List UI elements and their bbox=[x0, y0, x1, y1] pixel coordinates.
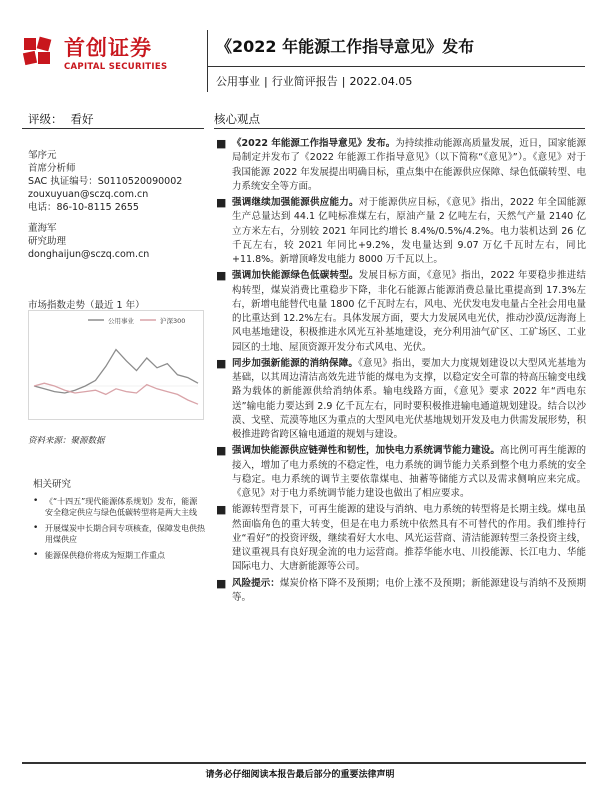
header-divider-vertical bbox=[207, 30, 208, 92]
core-point-lead: 《2022 年能源工作指导意见》发布。 bbox=[232, 138, 396, 149]
analyst-email[interactable]: donghaijun@sczq.com.cn bbox=[28, 249, 150, 260]
bullet-icon: ■ bbox=[216, 269, 227, 283]
footer-divider bbox=[22, 762, 586, 764]
meta-separator: | bbox=[264, 75, 268, 88]
related-research-heading: 相关研究 bbox=[33, 479, 72, 490]
analyst-title: 首席分析师 bbox=[28, 163, 76, 174]
bullet-icon: ■ bbox=[216, 576, 227, 590]
analyst-card bbox=[28, 222, 149, 261]
analyst-phone: 电话：86-10-8115 2655 bbox=[28, 202, 139, 213]
chart-source: 资料来源：聚源数据 bbox=[28, 436, 105, 446]
related-research-item[interactable]: • 《“十四五”现代能源体系规划》发布，能源安全稳定供应与绿色低碳转型将是两大主线 bbox=[33, 496, 205, 518]
core-point-text: 发展目标方面，《意见》指出，2022 年要稳步推进结构转型，煤炭消费比重稳步下降，非化石能源占能源消费总量比重提高到 17.3%左右，新增电能替代电量 1800 亿千瓦时左右，风电、光伏发电发电量占全社会用电量的比重达到 12.2%左右。具体发展方面，要大力发展风电光伏，推动沙漠/远海海上风电基地建设，积极推进水风光互补基地建设，充分利用油气矿区、工矿场区、工业园区的土地、屋顶资源开发分布式风电、光伏。 bbox=[232, 270, 586, 353]
legal-footer: 请务必仔细阅读本报告最后部分的重要法律声明 bbox=[205, 770, 395, 780]
core-views-divider bbox=[214, 128, 585, 129]
industry-label: 公用事业 bbox=[216, 75, 260, 88]
core-point bbox=[214, 577, 586, 606]
analyst-cert: SAC 执证编号：S0110520090002 bbox=[28, 176, 183, 187]
bullet-icon: ■ bbox=[216, 196, 227, 209]
core-point-text: 能源转型背景下，可再生能源的建设与消纳、电力系统的转型将是长期主线。煤电虽然面临角色的重大转变，但是在电力系统中依然具有不可替代的作用。我们维持行业“看好”的投资评级，继续看好大水电、风光运营商、清洁能源转型三条投资主线，建议重视具有良好现金流的电力运营商。推荐华能水电、川投能源、长江电力、华能国际电力、大唐新能源等公司。 bbox=[232, 504, 586, 573]
core-point-text: 《意见》指出，要加大力度规划建设以大型风光基地为基础，以其周边清洁高效先进节能的煤电为支撑，以稳定安全可靠的特高压输变电线路为载体的新能源供给消纳体系。输电线路方面，《意见》要求 2022 年“西电东送”输电能力要达到 2.9 亿千瓦左右，同时要积极推进输电通道规划建设。结合以沙漠、戈壁、荒漠等地区为重点的大型风电光伏基地规划开发及电力供需发展形势，积极推进跨省跨区输电通道的规划与建设。 bbox=[232, 357, 586, 440]
core-point-text: 对于能源供应目标，《意见》指出，2022 年全国能源生产总量达到 44.1 亿吨标准煤左右，原油产量 2 亿吨左右，天然气产量 2140 亿立方米左右，分别较 2021 年同比约增长 8.4%/0.5%/4.2%。电力装机达到 26 亿千瓦左右，较 2021 年同比+9.2%，发电量达到 9.07 万亿千瓦时左右，同比+11.8%。新增顶峰发电能力 8000 万千瓦以上。 bbox=[232, 197, 586, 265]
report-meta bbox=[216, 73, 412, 89]
brand-logo bbox=[22, 32, 198, 82]
chart-frame bbox=[29, 311, 204, 420]
core-point bbox=[214, 196, 586, 267]
core-point bbox=[214, 137, 586, 194]
core-point-lead: 同步加强新能源的消纳保障。 bbox=[232, 357, 359, 369]
core-point-lead: 强调继续加强能源供应能力。 bbox=[232, 197, 359, 208]
core-point-lead: 强调加快能源供应链弹性和韧性，加快电力系统调节能力建设。 bbox=[232, 445, 500, 457]
core-point-lead: 强调加快能源绿色低碳转型。 bbox=[232, 270, 359, 282]
rating-label: 评级： bbox=[28, 112, 63, 126]
bullet-icon: ■ bbox=[216, 503, 227, 517]
core-views-heading: 核心观点 bbox=[214, 112, 260, 126]
related-research-item[interactable]: • 开展煤炭中长期合同专项核查，保障发电供热用煤供应 bbox=[33, 523, 205, 545]
analyst-email[interactable]: zouxuyuan@sczq.com.cn bbox=[28, 189, 149, 200]
chart-title: 市场指数走势（最近 1 年） bbox=[28, 300, 145, 311]
core-point-lead: 风险提示： bbox=[232, 577, 280, 589]
related-research-list bbox=[33, 496, 205, 566]
report-date: 2022.04.05 bbox=[349, 75, 413, 88]
rating-value: 看好 bbox=[70, 112, 94, 126]
bullet-icon: ■ bbox=[216, 356, 227, 370]
core-point bbox=[214, 269, 586, 355]
brand-mark-icon bbox=[22, 34, 62, 74]
core-point-text: 高比例可再生能源的接入，增加了电力系统的不稳定性，电力系统的调节能力关系到整个电力系统的安全与稳定。电力系统的调节主要依靠煤电、抽蓄等储能方式以及需求侧响应来完成。《意见》对于电力系统调节能力建设也做出了相应要求。 bbox=[232, 445, 586, 499]
core-point bbox=[214, 503, 586, 574]
analyst-card bbox=[28, 149, 182, 214]
core-views-body bbox=[214, 137, 586, 607]
legend-label-utilities: 公用事业 bbox=[108, 317, 134, 325]
analyst-title: 研究助理 bbox=[28, 236, 67, 247]
bullet-icon: ■ bbox=[216, 444, 227, 458]
header-divider-horizontal bbox=[207, 66, 585, 67]
analyst-name: 董海军 bbox=[28, 223, 57, 234]
report-title: 《2022 年能源工作指导意见》发布 bbox=[216, 37, 475, 56]
bullet-icon: ■ bbox=[216, 137, 227, 150]
core-point-text: 煤炭价格下降不及预期；电价上涨不及预期；新能源建设与消纳不及预期等。 bbox=[232, 577, 586, 603]
core-point bbox=[214, 357, 586, 443]
market-index-chart bbox=[28, 310, 204, 420]
brand-name-en: CAPITAL SECURITIES bbox=[64, 62, 168, 72]
related-research-item[interactable]: • 能源保供稳价将成为短期工作重点 bbox=[33, 550, 205, 561]
analyst-name: 邹序元 bbox=[28, 150, 57, 161]
core-point bbox=[214, 444, 586, 501]
rating-divider bbox=[22, 128, 204, 129]
meta-separator: | bbox=[341, 75, 346, 88]
rating bbox=[28, 111, 94, 127]
legend-label-csi300: 沪深300 bbox=[160, 317, 186, 325]
brand-name-cn: 首创证券 bbox=[64, 36, 152, 60]
core-point-text: 为持续推动能源高质量发展，近日，国家能源局制定并发布了《2022 年能源工作指导意见》（以下简称“《意见》”）。《意见》对于我国能源 2022 年发展提出明确目标，重点集中在能源供应保障、绿色低碳转型、电力系统安全等方面。 bbox=[232, 138, 586, 192]
report-type-label: 行业简评报告 bbox=[271, 75, 338, 88]
